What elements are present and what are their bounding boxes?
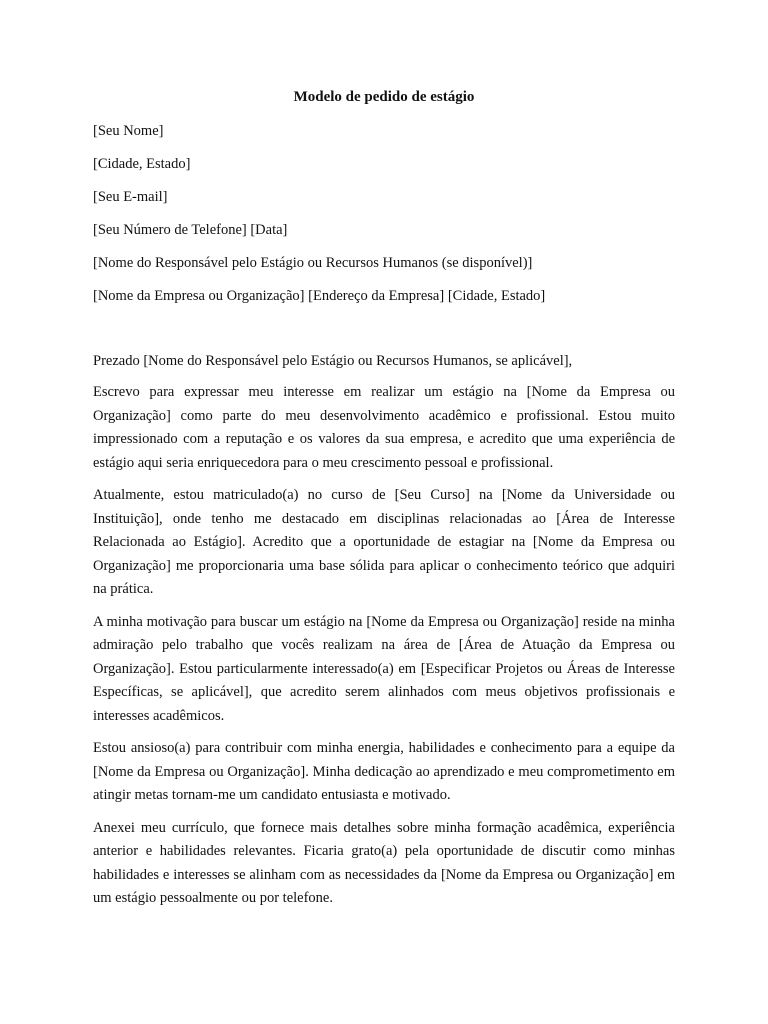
sender-email-line: [Seu E-mail] <box>93 189 168 205</box>
paragraph-motivation: A minha motivação para buscar um estágio na [Nome da Empresa ou Organização] reside na minha admiração pelo trabalho que vocês realizam na área de [Área de Atuação da Empresa ou Organização]. Estou particularmente interessado(a) em [Especificar Projetos ou Áreas de Interesse Específicas, se aplicável], que acredito serem alinhados com meus objetivos profissionais e interesses acadêmicos. <box>93 613 675 724</box>
paragraph-closing: Anexei meu currículo, que fornece mais detalhes sobre minha formação acadêmica, experiência anterior e habilidades relevantes. Ficaria grato(a) pela oportunidade de discutir como minhas habilidades e interesses se alinham com as necessidades da [Nome da Empresa ou Organização] em um estágio pessoalmente ou por telefone. <box>93 819 675 906</box>
recipient-name-line: [Nome do Responsável pelo Estágio ou Recursos Humanos (se disponível)] <box>93 255 533 271</box>
paragraph-contribution: Estou ansioso(a) para contribuir com minha energia, habilidades e conhecimento para a equipe da [Nome da Empresa ou Organização]. Minha dedicação ao aprendizado e meu comprometimento em atingir metas tornam-me um candidato entusiasta e motivado. <box>93 740 675 803</box>
paragraph-education: Atualmente, estou matriculado(a) no curso de [Seu Curso] na [Nome da Universidade ou Instituição], onde tenho me destacado em disciplinas relacionadas ao [Área de Interesse Relacionada ao Estágio]. Acredito que a oportunidade de estagiar na [Nome da Empresa ou Organização] me proporcionaria uma base sólida para aplicar o conhecimento teórico que adquiri na prática. <box>93 487 675 597</box>
sender-city-line: [Cidade, Estado] <box>93 156 191 172</box>
paragraph-interest: Escrevo para expressar meu interesse em realizar um estágio na [Nome da Empresa ou Organização] como parte do meu desenvolvimento acadêmico e profissional. Estou muito impressionado com a reputação e os valores da sua empresa, e acredito que uma experiência de estágio aqui seria enriquecedora para o meu crescimento pessoal e profissional. <box>93 384 675 471</box>
document-title: Modelo de pedido de estágio <box>293 89 475 105</box>
sender-name-line: [Seu Nome] <box>93 123 164 139</box>
sender-phone-date-line: [Seu Número de Telefone] [Data] <box>93 222 288 238</box>
salutation: Prezado [Nome do Responsável pelo Estágio ou Recursos Humanos, se aplicável], <box>93 353 573 369</box>
recipient-company-line: [Nome da Empresa ou Organização] [Endereço da Empresa] [Cidade, Estado] <box>93 288 546 304</box>
sender-header <box>93 121 683 319</box>
letter-body <box>93 351 675 920</box>
